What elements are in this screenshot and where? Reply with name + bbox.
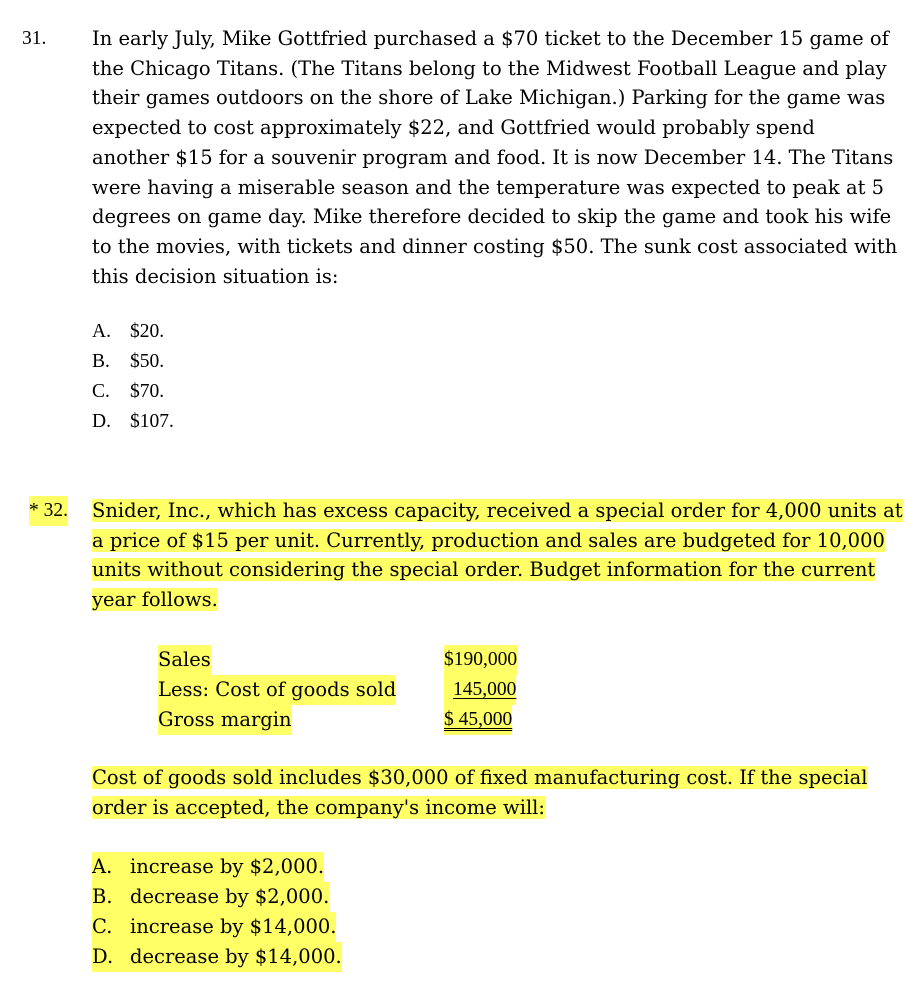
table-row-value: $ 45,000 xyxy=(444,705,512,735)
question-32-number: * 32. xyxy=(29,496,68,526)
option-text: increase by $2,000. xyxy=(130,855,325,878)
option-text: $70. xyxy=(130,381,165,402)
q31-option-a xyxy=(92,317,164,347)
stem-line: to the movies, with tickets and dinner costing $50. The sunk cost associated with xyxy=(92,234,898,258)
table-row-label: Less: Cost of goods sold xyxy=(158,675,396,705)
option-text: decrease by $2,000. xyxy=(130,885,330,908)
option-text: decrease by $14,000. xyxy=(130,945,342,968)
option-letter: A. xyxy=(92,321,111,342)
q32-option-a xyxy=(92,852,324,882)
option-letter: D. xyxy=(92,411,111,432)
table-row-label: Gross margin xyxy=(158,705,292,735)
stem-line: another $15 for a souvenir program and food. It is now December 14. The Titans xyxy=(92,145,894,169)
stem-line: degrees on game day. Mike therefore decided to skip the game and took his wife xyxy=(92,205,892,229)
stem-line: a price of $15 per unit. Currently, production and sales are budgeted for 10,000 xyxy=(92,528,885,552)
stem-line: In early July, Mike Gottfried purchased a $70 ticket to the December 15 game of xyxy=(92,27,889,50)
followup-line: Cost of goods sold includes $30,000 of fixed manufacturing cost. If the special xyxy=(92,766,868,789)
q31-option-c xyxy=(92,377,164,407)
stem-line: Snider, Inc., which has excess capacity, received a special order for 4,000 units at xyxy=(92,499,903,522)
followup-line: order is accepted, the company's income will: xyxy=(92,795,545,819)
q32-option-c xyxy=(92,912,336,942)
stem-line: expected to cost approximately $22, and Gottfried would probably spend xyxy=(92,116,815,140)
stem-line: units without considering the special order. Budget information for the current xyxy=(92,558,876,582)
q32-option-b xyxy=(92,882,329,912)
stem-line: were having a miserable season and the temperature was expected to peak at 5 xyxy=(92,175,885,199)
q32-option-d xyxy=(92,942,342,972)
table-row-value: 145,000 xyxy=(444,675,516,705)
option-text: increase by $14,000. xyxy=(130,915,337,938)
option-text: $107. xyxy=(130,411,174,432)
question-31-number: 31. xyxy=(22,28,47,49)
stem-line: the Chicago Titans. (The Titans belong to the Midwest Football League and play xyxy=(92,56,887,80)
table-row-value: $190,000 xyxy=(444,645,517,675)
stem-line: year follows. xyxy=(92,588,218,612)
option-letter: C. xyxy=(92,915,113,938)
question-32-stem xyxy=(92,496,903,615)
q31-option-d xyxy=(92,407,174,437)
table-row-label: Sales xyxy=(158,645,211,675)
stem-line: this decision situation is: xyxy=(92,264,339,288)
question-31-stem xyxy=(92,24,897,291)
q31-option-b xyxy=(92,347,164,377)
option-text: $50. xyxy=(130,351,165,372)
option-letter: A. xyxy=(92,855,113,878)
option-text: $20. xyxy=(130,321,165,342)
question-32-followup xyxy=(92,763,868,822)
stem-line: their games outdoors on the shore of Lake Michigan.) Parking for the game was xyxy=(92,86,886,110)
option-letter: B. xyxy=(92,351,110,372)
option-letter: D. xyxy=(92,945,114,968)
option-letter: C. xyxy=(92,381,110,402)
option-letter: B. xyxy=(92,885,113,908)
